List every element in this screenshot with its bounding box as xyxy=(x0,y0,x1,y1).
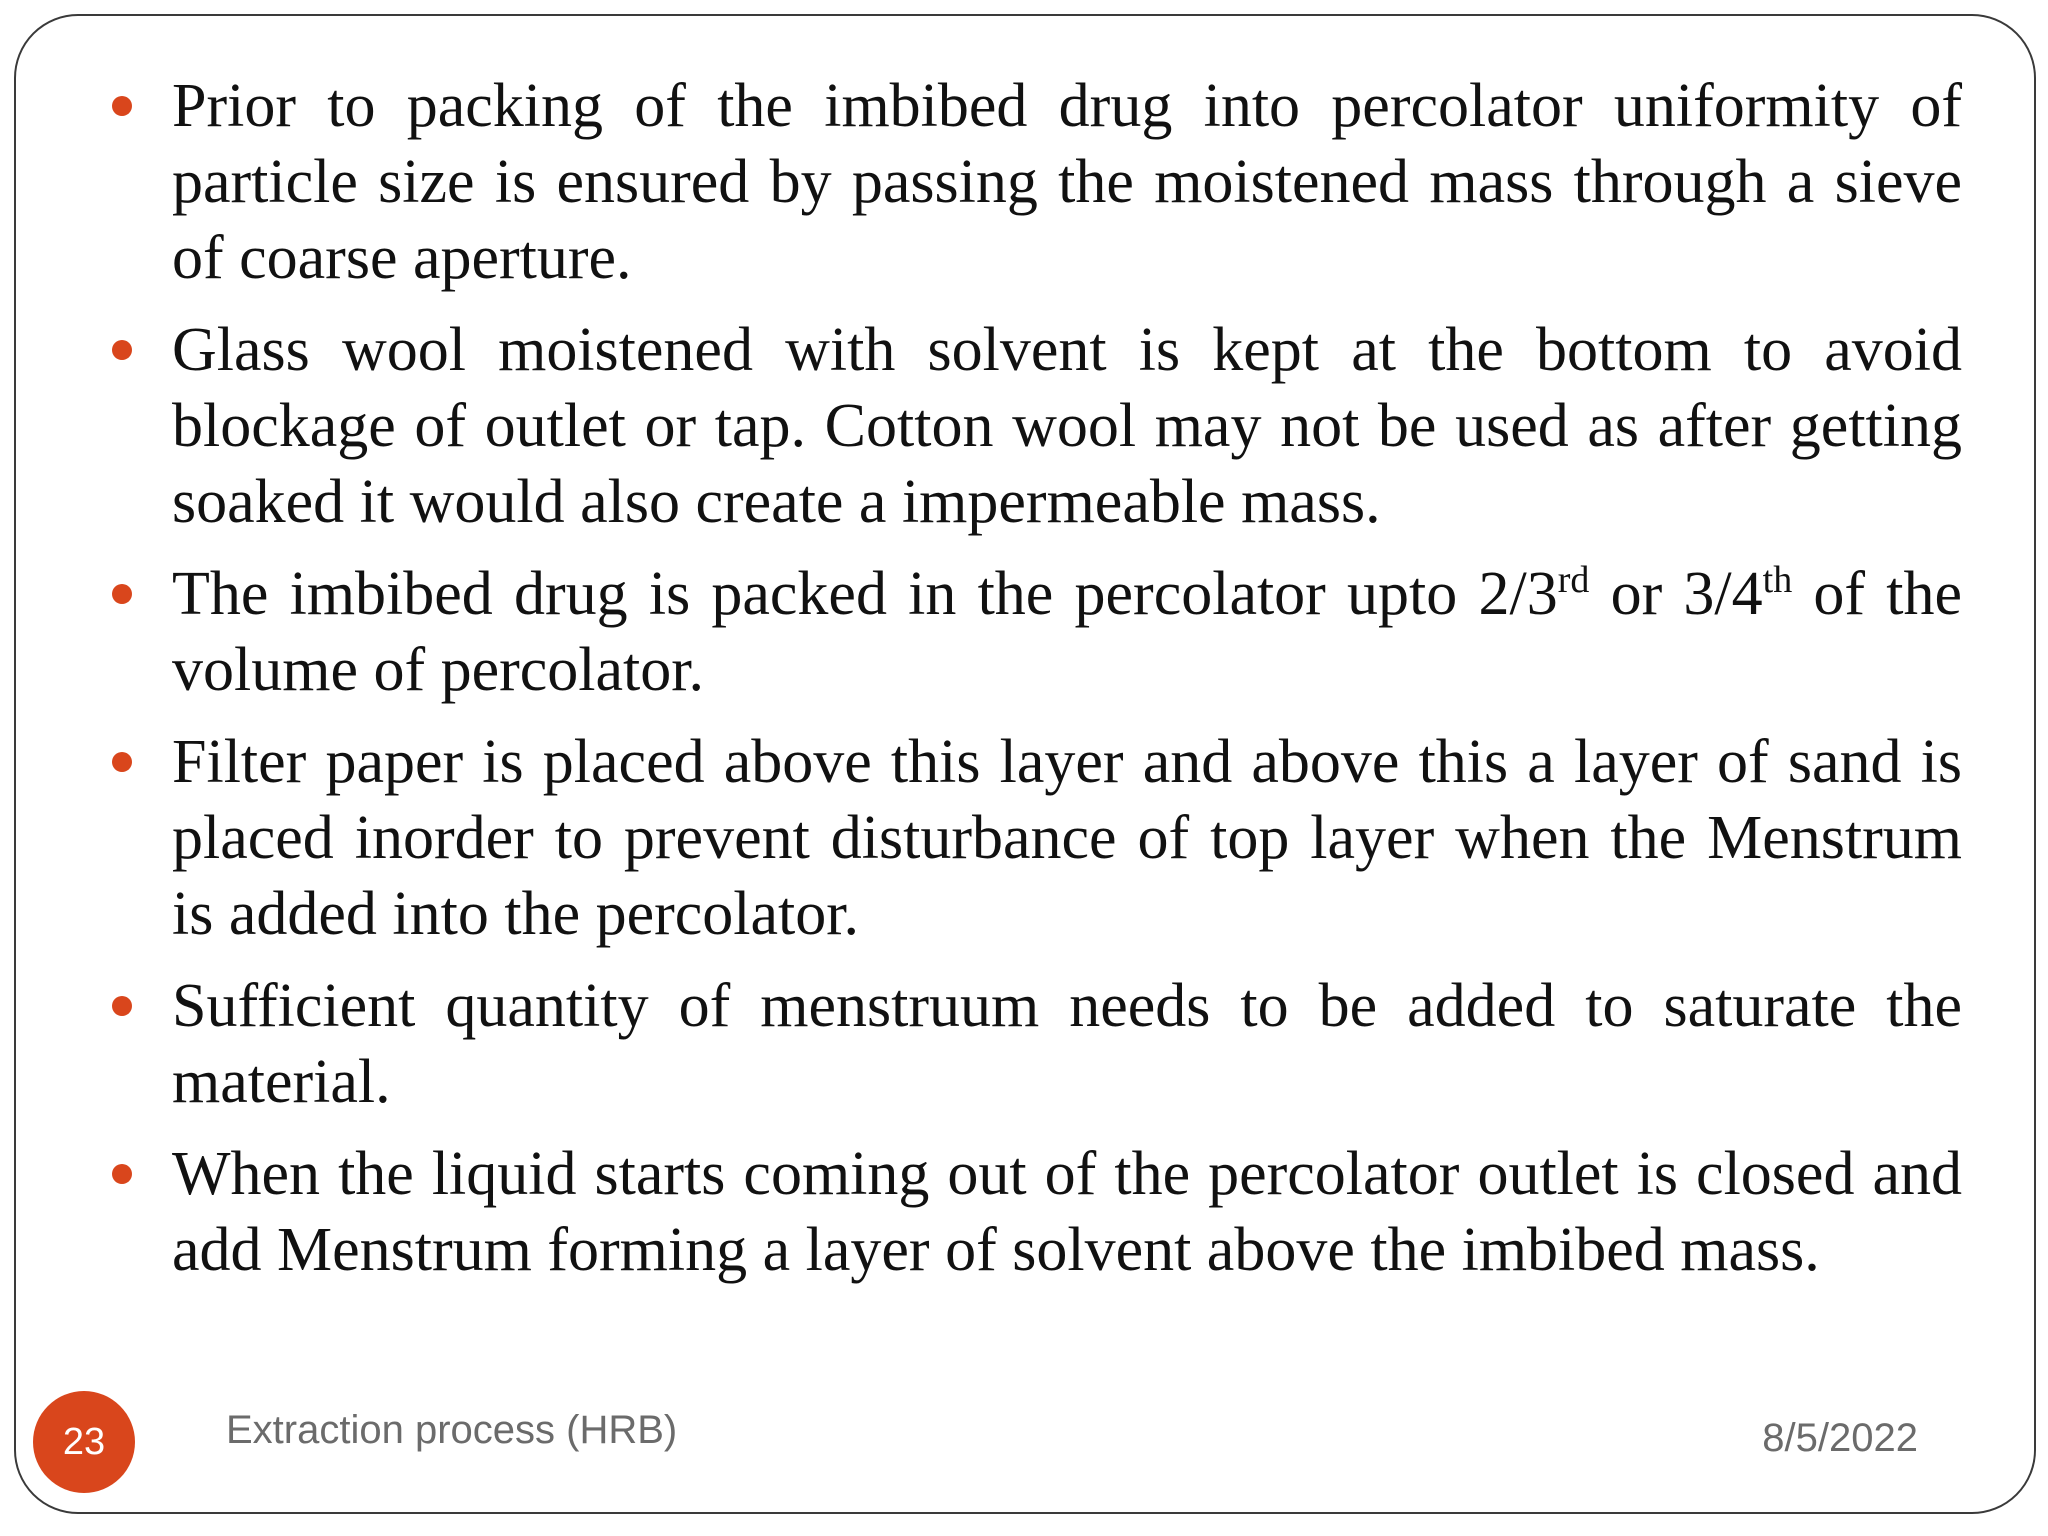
bullet-text-part-a: The imbibed drug is packed in the percolator upto 2/3 xyxy=(172,560,1558,628)
superscript-rd: rd xyxy=(1557,559,1590,601)
bullet-dot-icon xyxy=(112,340,132,360)
bullet-dot-icon xyxy=(112,752,132,772)
bullet-list xyxy=(112,68,1962,1304)
footer-date: 8/5/2022 xyxy=(1762,1416,1918,1460)
superscript-th: th xyxy=(1762,559,1793,601)
bullet-dot-icon xyxy=(112,1164,132,1184)
bullet-item-packing xyxy=(112,68,1962,296)
bullet-dot-icon xyxy=(112,996,132,1016)
bullet-text: Filter paper is placed above this layer and above this a layer of sand is placed inorder to prevent disturbance of top layer when the Menstrum is added into the percolator. xyxy=(172,728,1962,948)
bullet-text: Sufficient quantity of menstruum needs to be added to saturate the material. xyxy=(172,972,1962,1116)
bullet-item-volume xyxy=(112,556,1962,708)
bullet-item-outlet-closed xyxy=(112,1136,1962,1288)
bullet-text: Glass wool moistened with solvent is kept at the bottom to avoid blockage of outlet or tap. Cotton wool may not be used as after getting soaked it would also create a impermeable mass. xyxy=(172,316,1962,536)
bullet-item-filter-paper xyxy=(112,724,1962,952)
bullet-dot-icon xyxy=(112,96,132,116)
bullet-text: When the liquid starts coming out of the percolator outlet is closed and add Menstrum forming a layer of solvent above the imbibed mass. xyxy=(172,1140,1962,1284)
bullet-dot-icon xyxy=(112,584,132,604)
bullet-item-glass-wool xyxy=(112,312,1962,540)
bullet-text-part-c: of the volume of percolator. xyxy=(172,560,1962,704)
footer-title: Extraction process (HRB) xyxy=(226,1408,678,1452)
bullet-text-part-b: or 3/4 xyxy=(1589,560,1763,628)
bullet-text: Prior to packing of the imbibed drug into percolator uniformity of particle size is ensured by passing the moistened mass through a sieve of coarse aperture. xyxy=(172,72,1962,292)
slide-number-badge: 23 xyxy=(33,1391,135,1493)
bullet-item-menstruum-quantity xyxy=(112,968,1962,1120)
